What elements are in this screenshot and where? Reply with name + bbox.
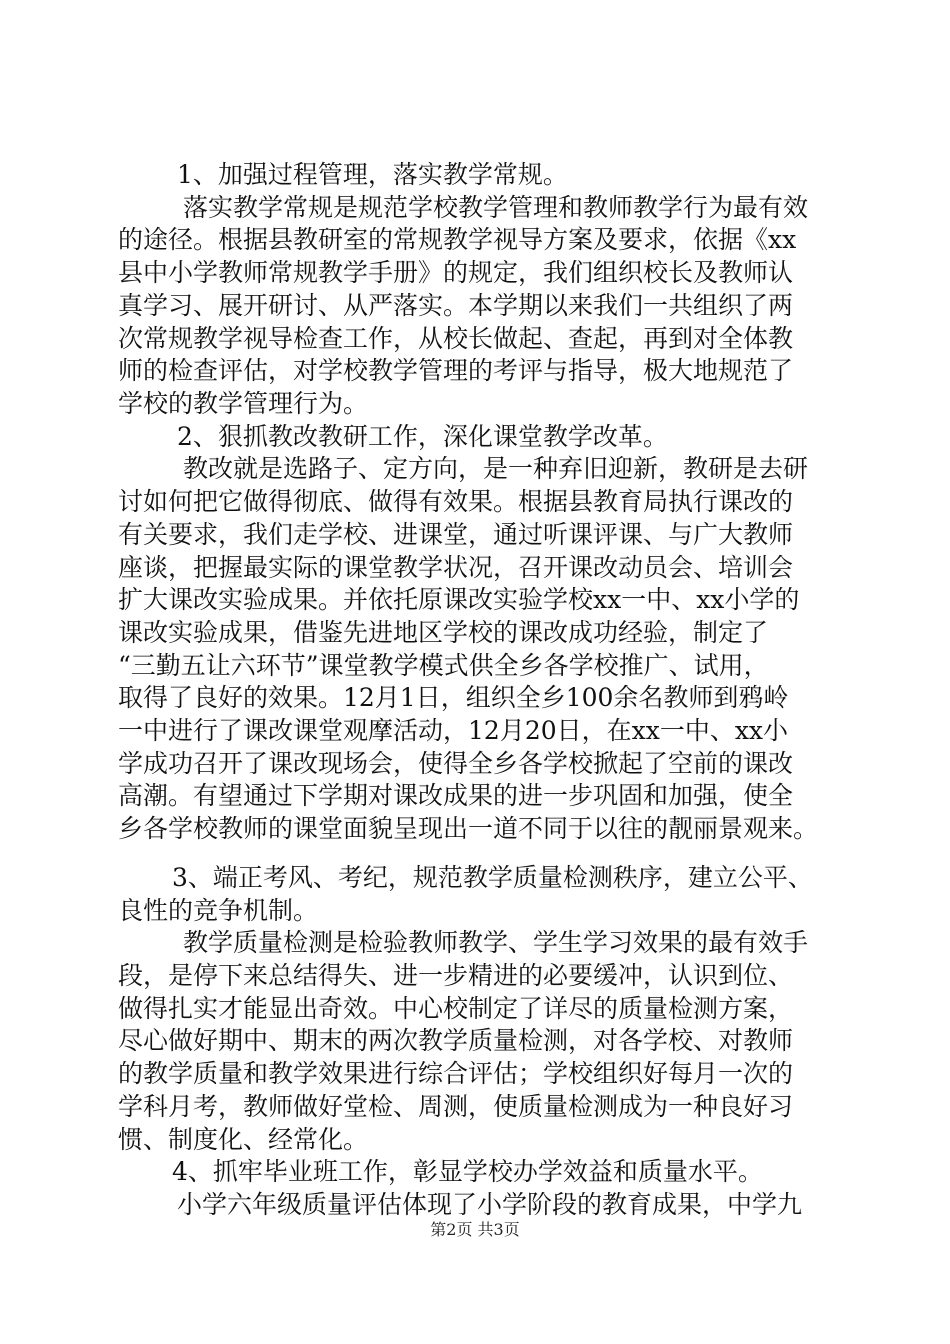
text-line: “三勤五让六环节”课堂教学模式供全乡各学校推广、试用，	[118, 651, 769, 680]
text-line: 座谈，把握最实际的课堂教学状况，召开课改动员会、培训会	[118, 553, 794, 582]
text-line: 3、端正考风、考纪，规范教学质量检测秩序，建立公平、	[172, 863, 813, 892]
text-line: 4、抓牢毕业班工作，彰显学校办学效益和质量水平。	[172, 1157, 763, 1186]
text-line: 学校的教学管理行为。	[118, 389, 369, 418]
text-line: 乡各学校教师的课堂面貌呈现出一道不同于以往的靓丽景观来。	[118, 814, 819, 843]
text-line: 扩大课改实验成果。并依托原课改实验学校xx一中、xx小学的	[118, 585, 800, 614]
text-line: 取得了良好的效果。12月1日，组织全乡100余名教师到鸦岭	[118, 683, 789, 712]
text-line: 学成功召开了课改现场会，使得全乡各学校掀起了空前的课改	[118, 749, 794, 778]
text-line: 尽心做好期中、期末的两次教学质量检测，对各学校、对教师	[118, 1026, 794, 1055]
text-line: 真学习、展开研讨、从严落实。本学期以来我们一共组织了两	[118, 291, 794, 320]
text-line: 学科月考，教师做好堂检、周测，使质量检测成为一种良好习	[118, 1092, 794, 1121]
text-line: 县中小学教师常规教学手册》的规定，我们组织校长及教师认	[118, 258, 794, 287]
text-line: 高潮。有望通过下学期对课改成果的进一步巩固和加强，使全	[118, 781, 794, 810]
text-line: 有关要求，我们走学校、进课堂，通过听课评课、与广大教师	[118, 520, 794, 549]
text-line: 段，是停下来总结得失、进一步精进的必要缓冲，认识到位、	[118, 961, 794, 990]
text-line: 的途径。根据县教研室的常规教学视导方案及要求，依据《xx	[118, 225, 797, 254]
text-line: 落实教学常规是规范学校教学管理和教师教学行为最有效	[183, 193, 809, 222]
text-line: 教学质量检测是检验教师教学、学生学习效果的最有效手	[183, 928, 809, 957]
text-line: 的教学质量和教学效果进行综合评估；学校组织好每月一次的	[118, 1059, 794, 1088]
text-line: 一中进行了课改课堂观摩活动，12月20日，在xx一中、xx小	[118, 716, 789, 745]
text-line: 课改实验成果，借鉴先进地区学校的课改成功经验，制定了	[118, 618, 769, 647]
text-line: 惯、制度化、经常化。	[118, 1125, 369, 1154]
text-line: 讨如何把它做得彻底、做得有效果。根据县教育局执行课改的	[118, 487, 794, 516]
text-line: 2、狠抓教改教研工作，深化课堂教学改革。	[177, 422, 668, 451]
text-line: 良性的竞争机制。	[118, 896, 319, 925]
text-line: 1、加强过程管理，落实教学常规。	[177, 160, 568, 189]
page-footer: 第2页 共3页	[430, 1220, 520, 1239]
text-line: 教改就是选路子、定方向，是一种弃旧迎新，教研是去研	[183, 454, 809, 483]
text-line: 次常规教学视导检查工作，从校长做起、查起，再到对全体教	[118, 324, 794, 353]
text-line: 小学六年级质量评估体现了小学阶段的教育成果，中学九	[177, 1190, 803, 1219]
text-line: 做得扎实才能显出奇效。中心校制定了详尽的质量检测方案，	[118, 994, 794, 1023]
text-line: 师的检查评估，对学校教学管理的考评与指导，极大地规范了	[118, 356, 794, 385]
